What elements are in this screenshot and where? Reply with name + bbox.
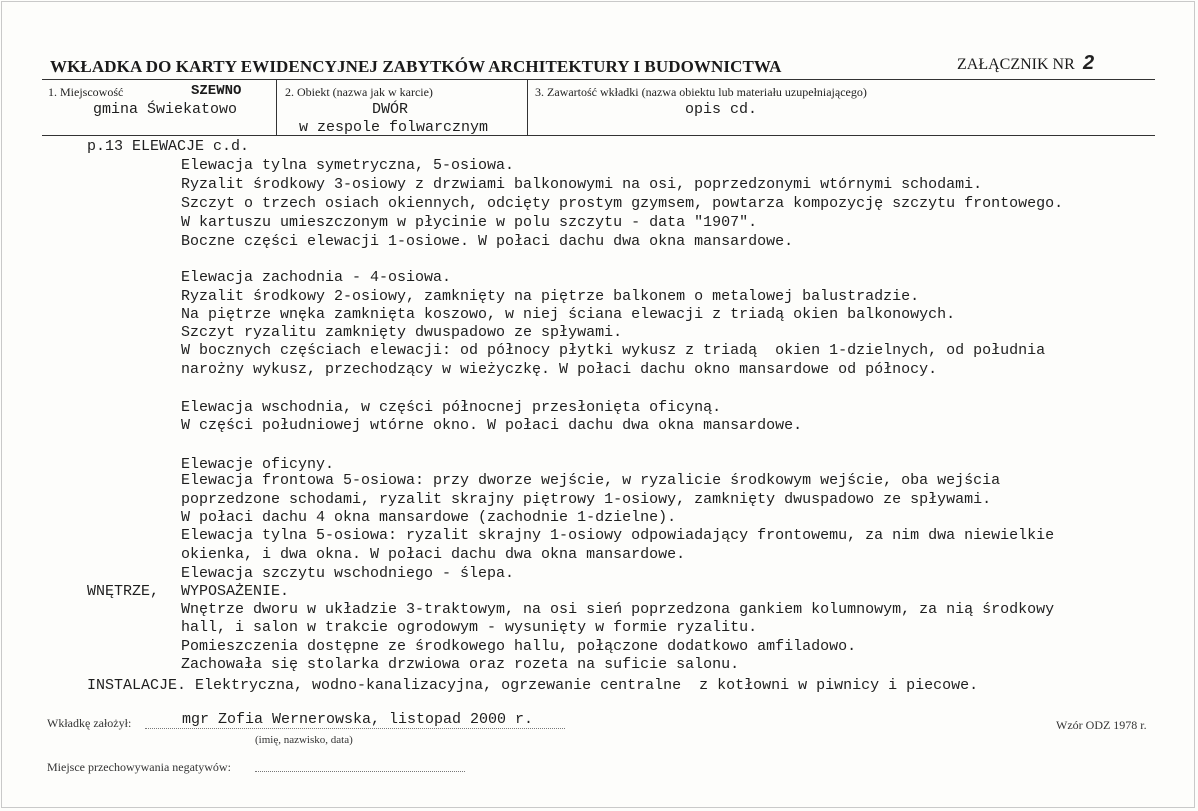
text-line: Elewacja wschodnia, w części północnej przesłonięta oficyną. bbox=[181, 399, 722, 416]
author-label: Wkładkę założył: bbox=[47, 716, 132, 730]
header-bottom-rule bbox=[42, 135, 1155, 136]
negatives-label: Miejsce przechowywania negatywów: bbox=[47, 760, 231, 774]
text-line: W bocznych częściach elewacji: od północy płytki wykusz z triadą okien 1-dzielnych, od południa bbox=[181, 342, 1046, 359]
text-line: Boczne części elewacji 1-osiowe. W połaci dachu dwa okna mansardowe. bbox=[181, 233, 794, 250]
text-line: Elewacje oficyny. bbox=[181, 456, 335, 473]
annex-number: 2 bbox=[1083, 52, 1095, 74]
field-divider-1 bbox=[276, 80, 277, 135]
locality-sub-value: gmina Świekatowo bbox=[93, 101, 238, 118]
text-line: Wnętrze dworu w układzie 3-traktowym, na osi sień poprzedzona gankiem kolumnowym, za nią środkowy bbox=[181, 601, 1055, 618]
form-title: WKŁADKA DO KARTY EWIDENCYJNEJ ZABYTKÓW ARCHITEKTURY I BUDOWNICTWA bbox=[50, 57, 782, 76]
form-code: Wzór ODZ 1978 r. bbox=[1056, 718, 1147, 732]
text-line: Elewacja tylna 5-osiowa: ryzalit skrajny 1-osiowy odpowiadający frontowemu, za nim dwa niewielkie bbox=[181, 527, 1055, 544]
content-label: 3. Zawartość wkładki (nazwa obiektu lub materiału uzupełniającego) bbox=[535, 85, 867, 99]
text-line: okienka, i dwa okna. W połaci dachu dwa okna mansardowe. bbox=[181, 546, 686, 563]
annex-label: ZAŁĄCZNIK NR bbox=[957, 56, 1075, 73]
text-line: Ryzalit środkowy 2-osiowy, zamknięty na piętrze balkonem o metalowej balustradzie. bbox=[181, 288, 920, 305]
text-line: Ryzalit środkowy 3-osiowy z drzwiami balkonowymi na osi, poprzedzonymi wtórnymi schodami. bbox=[181, 176, 983, 193]
text-line: Na piętrze wnęka zamknięta koszowo, w niej ściana elewacji z triadą okien balkonowych. bbox=[181, 306, 956, 323]
author-hint: (imię, nazwisko, data) bbox=[255, 734, 353, 746]
author-value: mgr Zofia Wernerowska, listopad 2000 r. bbox=[182, 711, 534, 728]
text-line: poprzedzone schodami, ryzalit skrajny piętrowy 1-osiowy, zamknięty dwuspadowo ze spływami. bbox=[181, 491, 992, 508]
object-sub-value: w zespole folwarcznym bbox=[299, 119, 489, 136]
text-line: hall, i salon w trakcie ogrodowym - wysunięty w formie ryzalitu. bbox=[181, 619, 758, 636]
text-line: W kartuszu umieszczonym w płycinie w polu szczytu - data "1907". bbox=[181, 214, 758, 231]
text-line: narożny wykusz, przechodzący w wieżyczkę. W połaci dachu okno mansardowe od północy. bbox=[181, 361, 938, 378]
locality-label: 1. Miejscowość bbox=[48, 85, 124, 99]
text-line: Zachowała się stolarka drzwiowa oraz rozeta na suficie salonu. bbox=[181, 656, 740, 673]
text-line: Szczyt ryzalitu zamknięty dwuspadowo ze spływami. bbox=[181, 324, 623, 341]
text-line: Elewacja frontowa 5-osiowa: przy dworze wejście, w ryzalicie środkowym wejście, oba wejścia bbox=[181, 472, 1001, 489]
text-line: W połaci dachu 4 okna mansardowe (zachodnie 1-dzielne). bbox=[181, 509, 677, 526]
text-line: Elewacja tylna symetryczna, 5-osiowa. bbox=[181, 157, 515, 174]
section-heading: WNĘTRZE, bbox=[87, 583, 160, 600]
locality-value: SZEWNO bbox=[191, 83, 242, 99]
text-line: W części południowej wtórne okno. W połaci dachu dwa okna mansardowe. bbox=[181, 417, 803, 434]
content-value: opis cd. bbox=[685, 101, 758, 118]
author-dotted-line bbox=[145, 728, 565, 729]
header-top-rule bbox=[42, 79, 1155, 80]
text-line: Szczyt o trzech osiach okiennych, odcięty prostym gzymsem, powtarza kompozycję szczytu frontowego. bbox=[181, 195, 1064, 212]
object-label: 2. Obiekt (nazwa jak w karcie) bbox=[285, 85, 433, 99]
negatives-dotted-line bbox=[255, 771, 465, 772]
text-line: Elewacja szczytu wschodniego - ślepa. bbox=[181, 565, 515, 582]
section-heading: INSTALACJE. Elektryczna, wodno-kanalizacyjna, ogrzewanie centralne z kotłowni w piwnicy i piecowe. bbox=[87, 677, 979, 694]
field-divider-2 bbox=[527, 80, 528, 135]
text-line: WYPOSAŻENIE. bbox=[181, 583, 290, 600]
text-line: Pomieszczenia dostępne ze środkowego hallu, połączone dodatkowo amfiladowo. bbox=[181, 638, 857, 655]
object-value: DWÓR bbox=[372, 101, 409, 118]
section-heading: p.13 ELEWACJE c.d. bbox=[87, 138, 250, 155]
text-line: Elewacja zachodnia - 4-osiowa. bbox=[181, 269, 452, 286]
